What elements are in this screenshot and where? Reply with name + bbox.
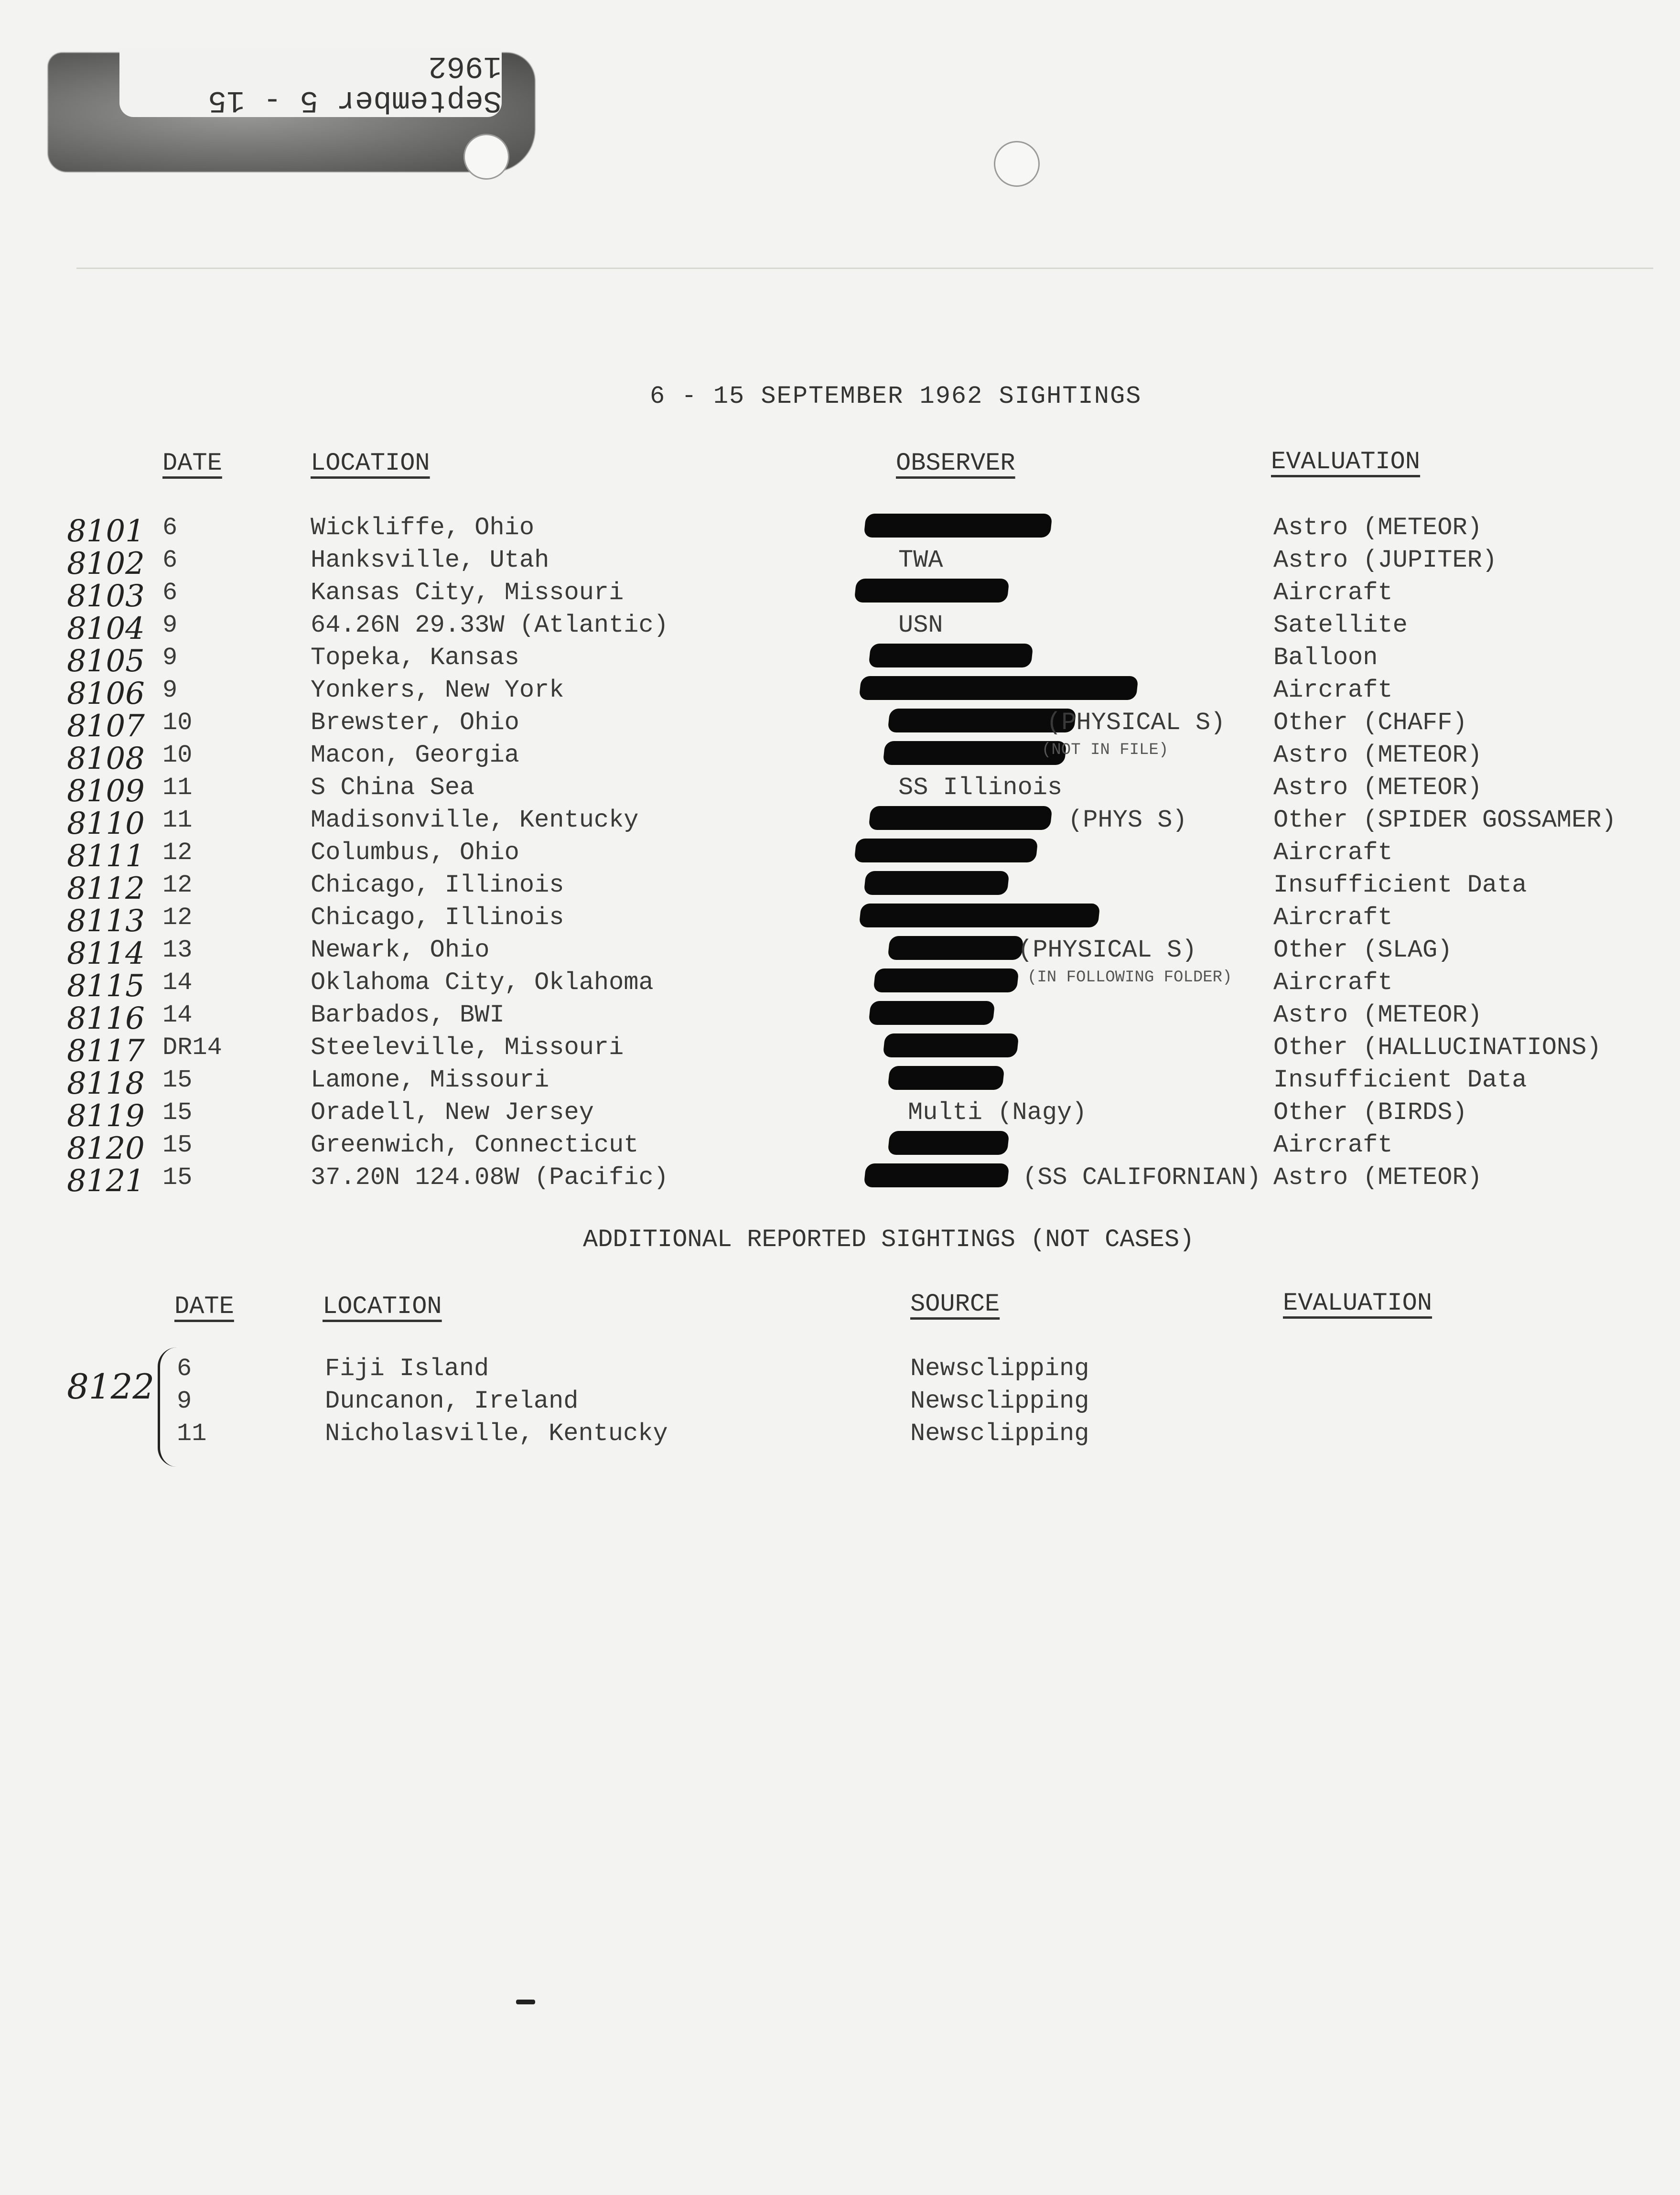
cell-date: 9: [162, 611, 178, 639]
case-number: 8109: [67, 774, 145, 809]
cell-date: 6: [162, 546, 178, 574]
additional-header-location: LOCATION: [323, 1292, 442, 1321]
header-location: LOCATION: [311, 449, 430, 477]
table-row: [0, 644, 1680, 679]
additional-case-number: 8122: [67, 1366, 155, 1407]
redaction-bar: [868, 1001, 995, 1025]
table-row: [0, 611, 1680, 644]
stray-mark: [516, 2000, 535, 2004]
cell-date: 6: [177, 1355, 192, 1383]
cell-observer: (PHYS S): [1068, 806, 1187, 834]
additional-title: ADDITIONAL REPORTED SIGHTINGS (NOT CASES): [583, 1226, 1195, 1254]
cell-date: 15: [162, 1066, 193, 1094]
cell-evaluation: Aircraft: [1273, 968, 1393, 997]
cell-date: 6: [162, 514, 178, 542]
header-date: DATE: [162, 449, 222, 477]
redaction-bar: [873, 968, 1019, 992]
redaction-bar: [887, 1131, 1009, 1155]
table-row: [0, 741, 1680, 774]
cell-location: Duncanon, Ireland: [325, 1387, 579, 1415]
table-row: [0, 676, 1680, 709]
case-number: 8111: [67, 839, 145, 874]
table-row: [0, 871, 1680, 904]
redaction-bar: [887, 1066, 1004, 1090]
cell-evaluation: Aircraft: [1273, 904, 1393, 932]
case-number: 8113: [67, 904, 145, 939]
cell-evaluation: Astro (METEOR): [1273, 514, 1482, 542]
cell-location: Greenwich, Connecticut: [311, 1131, 639, 1159]
redaction-bar: [883, 741, 1066, 765]
case-number: 8119: [67, 1098, 145, 1134]
fold-line: [76, 268, 1653, 269]
cell-location: Oklahoma City, Oklahoma: [311, 968, 654, 997]
case-number: 8118: [67, 1066, 145, 1101]
cell-location: Chicago, Illinois: [311, 871, 564, 899]
cell-date: 11: [162, 806, 193, 834]
cell-evaluation: Other (HALLUCINATIONS): [1273, 1033, 1602, 1062]
redaction-bar: [863, 871, 1009, 895]
table-row: [0, 579, 1680, 614]
table-row: [0, 806, 1680, 839]
cell-date: 6: [162, 579, 178, 607]
case-number: 8110: [67, 806, 145, 841]
cell-evaluation: Insufficient Data: [1273, 1066, 1527, 1094]
case-number: 8114: [67, 936, 145, 971]
cell-source: Newsclipping: [910, 1387, 1089, 1415]
cell-location: Lamone, Missouri: [311, 1066, 549, 1094]
case-number: 8104: [67, 611, 145, 646]
case-number: 8101: [67, 514, 145, 549]
cell-observer: (IN FOLLOWING FOLDER): [1027, 968, 1232, 987]
cell-location: Madisonville, Kentucky: [311, 806, 639, 834]
cell-date: 12: [162, 904, 193, 932]
cell-date: 11: [162, 774, 193, 802]
cell-location: Barbados, BWI: [311, 1001, 505, 1029]
cell-location: 64.26N 29.33W (Atlantic): [311, 611, 668, 639]
redaction-bar: [854, 579, 1009, 603]
redaction-bar: [863, 514, 1052, 538]
cell-observer: (PHYSICAL S): [1018, 936, 1197, 964]
case-number: 8120: [67, 1131, 145, 1166]
table-row: [0, 1066, 1680, 1101]
table-row: [0, 1033, 1680, 1069]
cell-evaluation: Other (SLAG): [1273, 936, 1453, 964]
punch-hole: [994, 141, 1040, 187]
cell-evaluation: Insufficient Data: [1273, 871, 1527, 899]
cell-evaluation: Astro (METEOR): [1273, 774, 1482, 802]
table-row: [0, 1163, 1680, 1199]
table-row: [0, 1001, 1680, 1036]
table-row: [0, 968, 1680, 1004]
additional-header-date: DATE: [174, 1292, 234, 1321]
redaction-bar: [868, 644, 1033, 667]
cell-date: 12: [162, 871, 193, 899]
cell-location: S China Sea: [311, 774, 475, 802]
cell-evaluation: Other (CHAFF): [1273, 709, 1467, 737]
table-row: [0, 839, 1680, 874]
case-number: 8112: [67, 871, 145, 906]
redaction-bar: [887, 936, 1023, 960]
cell-location: Columbus, Ohio: [311, 839, 519, 867]
cell-date: 15: [162, 1131, 193, 1159]
case-number: 8106: [67, 676, 145, 711]
punch-hole: [463, 134, 509, 180]
cell-evaluation: Other (SPIDER GOSSAMER): [1273, 806, 1616, 834]
cell-location: Newark, Ohio: [311, 936, 490, 964]
cell-observer: USN: [898, 611, 943, 639]
cell-date: 13: [162, 936, 193, 964]
cell-source: Newsclipping: [910, 1355, 1089, 1383]
cell-location: Fiji Island: [325, 1355, 489, 1383]
case-number: 8105: [67, 644, 145, 679]
cell-evaluation: Other (BIRDS): [1273, 1098, 1467, 1127]
cell-date: 15: [162, 1163, 193, 1192]
cell-date: 12: [162, 839, 193, 867]
cell-location: Yonkers, New York: [311, 676, 564, 704]
table-row: [0, 774, 1680, 809]
cell-evaluation: Satellite: [1273, 611, 1408, 639]
cell-location: Wickliffe, Ohio: [311, 514, 535, 542]
table-row: [0, 904, 1680, 939]
cell-location: Steeleville, Missouri: [311, 1033, 624, 1062]
cell-observer: Multi (Nagy): [908, 1098, 1087, 1127]
cell-evaluation: Astro (METEOR): [1273, 1001, 1482, 1029]
cell-location: Brewster, Ohio: [311, 709, 519, 737]
case-number: 8102: [67, 546, 145, 581]
cell-evaluation: Astro (JUPITER): [1273, 546, 1497, 574]
cell-location: Hanksville, Utah: [311, 546, 549, 574]
cell-location: Topeka, Kansas: [311, 644, 519, 672]
header-evaluation: EVALUATION: [1271, 448, 1421, 476]
cell-date: 9: [162, 676, 178, 704]
cell-evaluation: Aircraft: [1273, 579, 1393, 607]
case-number: 8117: [67, 1033, 145, 1069]
cell-evaluation: Aircraft: [1273, 676, 1393, 704]
redaction-bar: [859, 904, 1100, 927]
cell-location: Nicholasville, Kentucky: [325, 1420, 668, 1448]
cell-date: 10: [162, 709, 193, 737]
table-row: [0, 1098, 1680, 1134]
cell-location: Kansas City, Missouri: [311, 579, 624, 607]
cell-source: Newsclipping: [910, 1420, 1089, 1448]
redaction-bar: [868, 806, 1052, 830]
redaction-bar: [854, 839, 1038, 862]
case-number: 8108: [67, 741, 145, 776]
cell-date: DR14: [162, 1033, 222, 1062]
case-number: 8116: [67, 1001, 145, 1036]
case-number: 8107: [67, 709, 145, 744]
cell-date: 10: [162, 741, 193, 769]
table-row: [0, 709, 1680, 744]
cell-evaluation: Astro (METEOR): [1273, 741, 1482, 769]
cell-date: 14: [162, 1001, 193, 1029]
redaction-bar: [859, 676, 1138, 700]
cell-evaluation: Aircraft: [1273, 839, 1393, 867]
page-title: 6 - 15 SEPTEMBER 1962 SIGHTINGS: [650, 382, 1142, 410]
table-row: [0, 514, 1680, 549]
redaction-bar: [863, 1163, 1009, 1187]
case-number: 8115: [67, 968, 145, 1004]
cell-date: 9: [177, 1387, 192, 1415]
case-number: 8121: [67, 1163, 145, 1199]
redaction-bar: [883, 1033, 1019, 1057]
additional-row: [0, 1355, 1680, 1387]
cell-date: 15: [162, 1098, 193, 1127]
cell-location: 37.20N 124.08W (Pacific): [311, 1163, 668, 1192]
cell-observer: SS Illinois: [898, 774, 1063, 802]
cell-location: Chicago, Illinois: [311, 904, 564, 932]
cell-evaluation: Astro (METEOR): [1273, 1163, 1482, 1192]
case-number: 8103: [67, 579, 145, 614]
table-row: [0, 1131, 1680, 1166]
cell-observer: (NOT IN FILE): [1042, 741, 1169, 759]
cell-evaluation: Aircraft: [1273, 1131, 1393, 1159]
header-observer: OBSERVER: [896, 449, 1015, 477]
cell-evaluation: Balloon: [1273, 644, 1378, 672]
cell-date: 14: [162, 968, 193, 997]
additional-header-evaluation: EVALUATION: [1283, 1289, 1432, 1317]
cell-observer: TWA: [898, 546, 943, 574]
cell-location: Macon, Georgia: [311, 741, 519, 769]
cell-observer: (PHYSICAL S): [1046, 709, 1226, 737]
additional-header-source: SOURCE: [910, 1290, 1000, 1318]
cell-location: Oradell, New Jersey: [311, 1098, 594, 1127]
cell-observer: (SS CALIFORNIAN): [1023, 1163, 1261, 1192]
additional-row: [0, 1420, 1680, 1452]
cell-date: 9: [162, 644, 178, 672]
table-row: [0, 546, 1680, 579]
cell-date: 11: [177, 1420, 207, 1448]
table-row: [0, 936, 1680, 971]
additional-row: [0, 1387, 1680, 1420]
folder-tab-label: September 5 - 15 1962: [119, 48, 502, 117]
